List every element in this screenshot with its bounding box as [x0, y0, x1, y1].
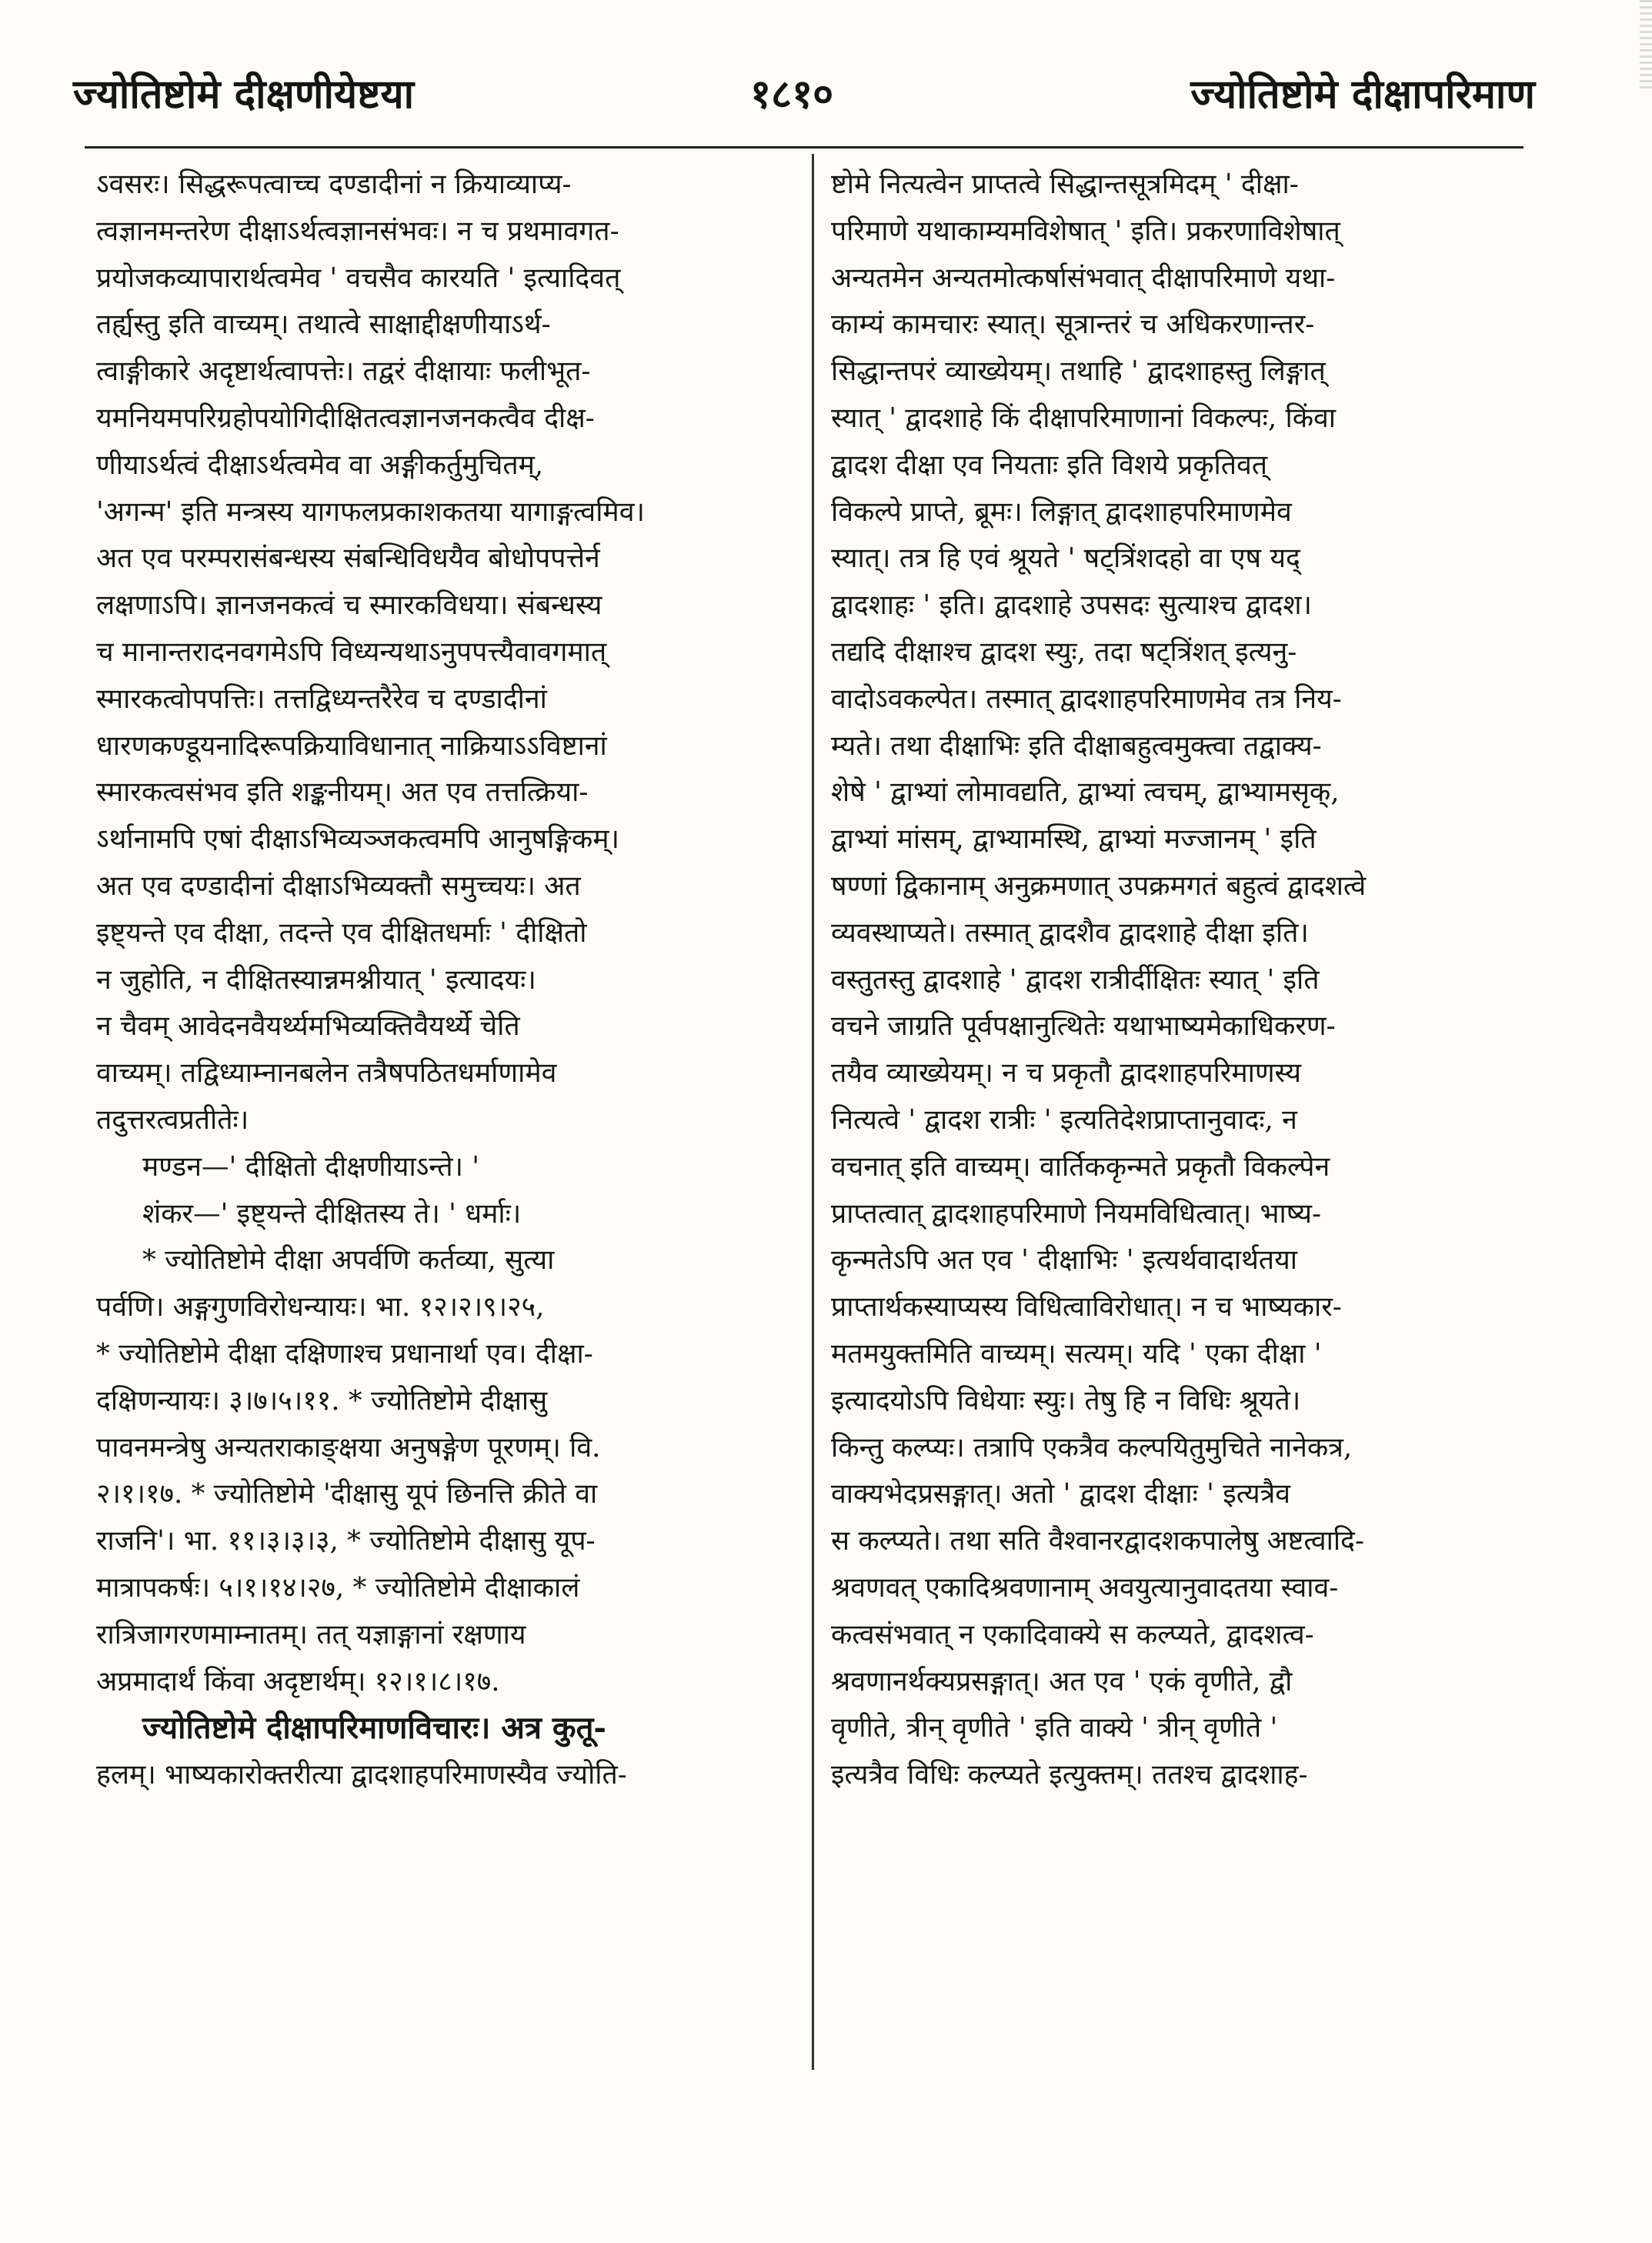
text-line: स कल्प्यते। तथा सति वैश्वानरद्वादशकपालेषु अष्टत्वादि-	[831, 1525, 1364, 1557]
text-line: लक्षणाऽपि। ज्ञानजनकत्वं च स्मारकविधया। संबन्धस्य	[96, 589, 602, 622]
text-line: वाच्यम्। तद्विध्याम्नानबलेन तत्रैषपठितधर्माणामेव	[96, 1057, 557, 1090]
text-line: वृणीते, त्रीन् वृणीते ' इति वाक्ये ' त्रीन् वृणीते '	[831, 1712, 1278, 1744]
text-line: त्वज्ञानमन्तरेण दीक्षाऽर्थत्वज्ञानसंभवः। न च प्रथमावगत-	[96, 215, 619, 247]
text-line: वचने जाग्रति पूर्वपक्षानुत्थितेः यथाभाष्यमेकाधिकरण-	[831, 1010, 1336, 1043]
text-line: स्मारकत्वोपपत्तिः। तत्तद्विध्यन्तरैरेव च दण्डादीनां	[96, 683, 547, 715]
text-line: प्रयोजकव्यापारार्थत्वमेव ' वचसैव कारयति ' इत्यादिवत्	[96, 262, 621, 294]
text-line: द्वादशाहः ' इति। द्वादशाहे उपसदः सुत्याश्च द्वादश।	[831, 589, 1313, 622]
running-head-right: ज्योतिष्टोमे दीक्षापरिमाण	[1190, 72, 1535, 118]
text-line: त्वाङ्गीकारे अदृष्टार्थत्वापत्तेः। तद्वरं दीक्षायाः फलीभूत-	[96, 355, 591, 388]
text-line: कत्वसंभवात् न एकादिवाक्ये स कल्प्यते, द्वादशत्व-	[831, 1618, 1314, 1651]
mandana-verse: मण्डन—' दीक्षितो दीक्षणीयाऽन्ते। '	[142, 1150, 480, 1183]
text-line: वस्तुतस्तु द्वादशाहे ' द्वादश रात्रीर्दीक्षितः स्यात् ' इति	[831, 963, 1320, 996]
text-line: न जुहोति, न दीक्षितस्यान्नमश्नीयात् ' इत्यादयः।	[96, 963, 536, 996]
column-divider	[812, 154, 814, 2070]
text-line: हलम्। भाष्यकारोक्तरीत्या द्वादशाहपरिमाणस्यैव ज्योति-	[96, 1759, 627, 1791]
header-rule	[85, 146, 1524, 149]
text-line: 'अगन्म' इति मन्त्रस्य यागफलप्रकाशकतया यागाङ्गत्वमिव।	[96, 496, 645, 528]
text-line: अप्रमादार्थं किंवा अदृष्टार्थम्। १२।१।८।१७.	[96, 1665, 500, 1697]
text-line: श्रवणानर्थक्यप्रसङ्गात्। अत एव ' एकं वृणीते, द्वौ	[831, 1665, 1293, 1697]
text-line: कृन्मतेऽपि अत एव ' दीक्षाभिः ' इत्यर्थवादार्थतया	[831, 1244, 1297, 1277]
text-line: प्राप्तत्वात् द्वादशाहपरिमाणे नियमविधित्वात्। भाष्य-	[831, 1197, 1322, 1230]
text-line: न चैवम् आवेदनवैयर्थ्यमभिव्यक्तिवैयर्थ्ये चेति	[96, 1010, 520, 1043]
text-line: षण्णां द्विकानाम् अनुक्रमणात् उपक्रमगतं बहुत्वं द्वादशत्वे	[831, 869, 1367, 902]
text-line: यमनियमपरिग्रहोपयोगिदीक्षितत्वज्ञानजनकत्वैव दीक्ष-	[96, 402, 595, 434]
text-line: ऽवसरः। सिद्धरूपत्वाच्च दण्डादीनां न क्रियाव्याप्य-	[96, 169, 572, 200]
text-line: अत एव परम्परासंबन्धस्य संबन्धिविधयैव बोधोपपत्तेर्न	[96, 542, 600, 575]
text-line: पावनमन्त्रेषु अन्यतराकाङ्क्षया अनुषङ्गेण पूरणम्। वि.	[96, 1431, 601, 1464]
text-line: काम्यं कामचारः स्यात्। सूत्रान्तरं च अधिकरणान्तर-	[831, 309, 1315, 341]
text-line: श्रवणवत् एकादिश्रवणानाम् अवयुत्यानुवादतया स्वाव-	[831, 1571, 1339, 1604]
text-line: * ज्योतिष्टोमे दीक्षा दक्षिणाश्च प्रधानार्था एव। दीक्षा-	[96, 1337, 593, 1370]
text-line: धारणकण्डूयनादिरूपक्रियाविधानात् नाक्रियाऽऽविष्टानां	[96, 729, 607, 762]
text-line: परिमाणे यथाकाम्यमविशेषात् ' इति। प्रकरणाविशेषात्	[831, 215, 1340, 247]
text-line: राजनि'। भा. ११।३।३।३, * ज्योतिष्टोमे दीक्षासु यूप-	[96, 1525, 596, 1557]
shankara-verse: शंकर—' इष्ट्यन्ते दीक्षितस्य ते। ' धर्माः।	[142, 1197, 522, 1230]
text-line: म्यते। तथा दीक्षाभिः इति दीक्षाबहुत्वमुक्त्वा तद्वाक्य-	[831, 729, 1322, 762]
text-line: दक्षिणन्यायः। ३।७।५।११. * ज्योतिष्टोमे दीक्षासु	[96, 1384, 548, 1417]
text-line: इत्यादयोऽपि विधेयाः स्युः। तेषु हि न विधिः श्रूयते।	[831, 1384, 1301, 1417]
text-line: किन्तु कल्प्यः। तत्रापि एकत्रैव कल्पयितुमुचिते नानेकत्र,	[831, 1431, 1353, 1464]
text-line: वाक्यभेदप्रसङ्गात्। अतो ' द्वादश दीक्षाः ' इत्यत्रैव	[831, 1478, 1291, 1510]
text-line: णीयाऽर्थत्वं दीक्षाऽर्थत्वमेव वा अङ्गीकर्तुमुचितम्,	[96, 449, 544, 481]
text-line: * ज्योतिष्टोमे दीक्षा अपर्वणि कर्तव्या, सुत्या	[142, 1244, 555, 1277]
text-line: ऽर्थानामपि एषां दीक्षाऽभिव्यञ्जकत्वमपि आनुषङ्गिकम्।	[96, 823, 619, 856]
text-line: तदुत्तरत्वप्रतीतेः।	[96, 1103, 249, 1136]
text-line: रात्रिजागरणमाम्नातम्। तत् यज्ञाङ्गानां रक्षणाय	[96, 1618, 526, 1651]
text-line: प्राप्तार्थकस्याप्यस्य विधित्वाविरोधात्। न च भाष्यकार-	[831, 1291, 1342, 1323]
text-line: शेषे ' द्वाभ्यां लोमावद्यति, द्वाभ्यां त्वचम्, द्वाभ्यामसृक्,	[831, 776, 1340, 809]
text-line: स्मारकत्वसंभव इति शङ्कनीयम्। अत एव तत्तत्क्रिया-	[96, 776, 589, 809]
scan-edge-marks	[1640, 0, 1652, 92]
text-line: पर्वणि। अङ्गगुणविरोधन्यायः। भा. १२।२।९।२५,	[96, 1291, 545, 1323]
running-head-left: ज्योतिष्टोमे दीक्षणीयेष्टया	[73, 72, 415, 118]
text-line: द्वाभ्यां मांसम्, द्वाभ्यामस्थि, द्वाभ्यां मज्जानम् ' इति	[831, 823, 1317, 856]
text-line: अत एव दण्डादीनां दीक्षाऽभिव्यक्तौ समुच्चयः। अत	[96, 869, 581, 902]
text-line: व्यवस्थाप्यते। तस्मात् द्वादशैव द्वादशाहे दीक्षा इति।	[831, 916, 1309, 949]
text-line: स्यात्। तत्र हि एवं श्रूयते ' षट्त्रिंशदहो वा एष यद्	[831, 542, 1300, 575]
text-line: च मानान्तरादनवगमेऽपि विध्यन्यथाऽनुपपत्त्यैवावगमात्	[96, 636, 607, 668]
text-line: मात्रापकर्षः। ५।१।१४।२७, * ज्योतिष्टोमे दीक्षाकालं	[96, 1571, 580, 1604]
text-line: २।१।१७. * ज्योतिष्टोमे 'दीक्षासु यूपं छिनत्ति क्रीते वा	[96, 1478, 598, 1510]
text-line: सिद्धान्तपरं व्याख्येयम्। तथाहि ' द्वादशाहस्तु लिङ्गात्	[831, 355, 1326, 388]
text-line: नित्यत्वे ' द्वादश रात्रीः ' इत्यतिदेशप्राप्तानुवादः, न	[831, 1103, 1297, 1136]
text-line: वादोऽवकल्पेत। तस्मात् द्वादशाहपरिमाणमेव तत्र निय-	[831, 683, 1342, 715]
text-line: अन्यतमेन अन्यतमोत्कर्षासंभवात् दीक्षापरिमाणे यथा-	[831, 262, 1336, 294]
text-line: इत्यत्रैव विधिः कल्प्यते इत्युक्तम्। ततश्च द्वादशाह-	[831, 1759, 1308, 1791]
right-column	[831, 162, 1524, 1799]
text-line: स्यात् ' द्वादशाहे किं दीक्षापरिमाणानां विकल्पः, किंवा	[831, 402, 1337, 434]
text-line: इष्ट्यन्ते एव दीक्षा, तदन्ते एव दीक्षितधर्माः ' दीक्षितो	[96, 916, 587, 949]
text-line: तद्यदि दीक्षाश्च द्वादश स्युः, तदा षट्त्रिंशत् इत्यनु-	[831, 636, 1297, 668]
page-header	[73, 42, 1535, 150]
section-heading: ज्योतिष्टोमे दीक्षापरिमाणविचारः। अत्र कुतू-	[142, 1710, 607, 1747]
text-line: तर्ह्यस्तु इति वाच्यम्। तथात्वे साक्षाद्दीक्षणीयाऽर्थ-	[96, 309, 551, 341]
text-line: मतमयुक्तमिति वाच्यम्। सत्यम्। यदि ' एका दीक्षा '	[831, 1337, 1322, 1370]
text-line: तयैव व्याख्येयम्। न च प्रकृतौ द्वादशाहपरिमाणस्य	[831, 1057, 1302, 1090]
page-number: १८१०	[750, 72, 834, 118]
text-line: विकल्पे प्राप्ते, ब्रूमः। लिङ्गात् द्वादशाहपरिमाणमेव	[831, 496, 1292, 528]
text-line: द्वादश दीक्षा एव नियताः इति विशये प्रकृतिवत्	[831, 449, 1268, 481]
left-column	[96, 162, 804, 1799]
text-line: वचनात् इति वाच्यम्। वार्तिककृन्मते प्रकृतौ विकल्पेन	[831, 1150, 1330, 1183]
text-line: ष्टोमे नित्यत्वेन प्राप्तत्वे सिद्धान्तसूत्रमिदम् ' दीक्षा-	[831, 169, 1299, 200]
